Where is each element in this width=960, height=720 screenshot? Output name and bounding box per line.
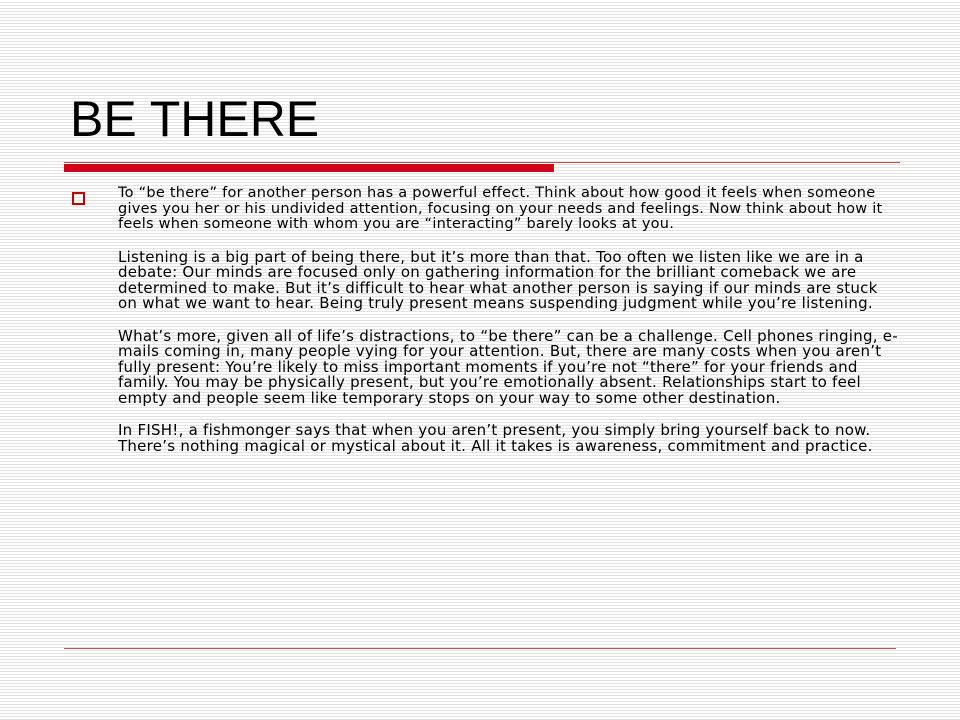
body-paragraph-2: Listening is a big part of being there, but it’s more than that. Too often we listen like we are in a debate: Our minds are focused only on gathering information for the brilliant comeback we are determined to make. But it’s difficult to hear what another person is saying if our minds are stuck on what we want to hear. Being truly present means suspending judgment while you’re listening. [118, 247, 878, 312]
square-bullet-icon [72, 192, 85, 205]
title-divider-accent-bar [64, 164, 554, 172]
footer-divider [64, 648, 896, 649]
body-paragraph-1: To “be there” for another person has a powerful effect. Think about how good it feels when someone gives you her or his undivided attention, focusing on your needs and feelings. Now think about how it feels when someone with whom you are “interacting” barely looks at you. [118, 185, 883, 232]
slide-body [70, 186, 900, 471]
body-paragraph-3: What’s more, given all of life’s distractions, to “be there” can be a challenge. Cell phones ringing, e-mails coming in, many people vying for your attention. But, there are many costs when you aren’t fully present: You’re likely to miss important moments if you’re not “there” for your friends and family. You may be physically present, but you’re emotionally absent. Relationships start to feel empty and people seem like temporary stops on your way to some other destination. [118, 326, 898, 407]
bullet-item [70, 186, 900, 454]
body-paragraph-4: In FISH!, a fishmonger says that when you aren’t present, you simply bring yourself back to now. There’s nothing magical or mystical about it. All it takes is awareness, commitment and practice. [118, 421, 873, 455]
slide-title: BE THERE [70, 91, 320, 147]
title-divider-thin [64, 162, 900, 163]
